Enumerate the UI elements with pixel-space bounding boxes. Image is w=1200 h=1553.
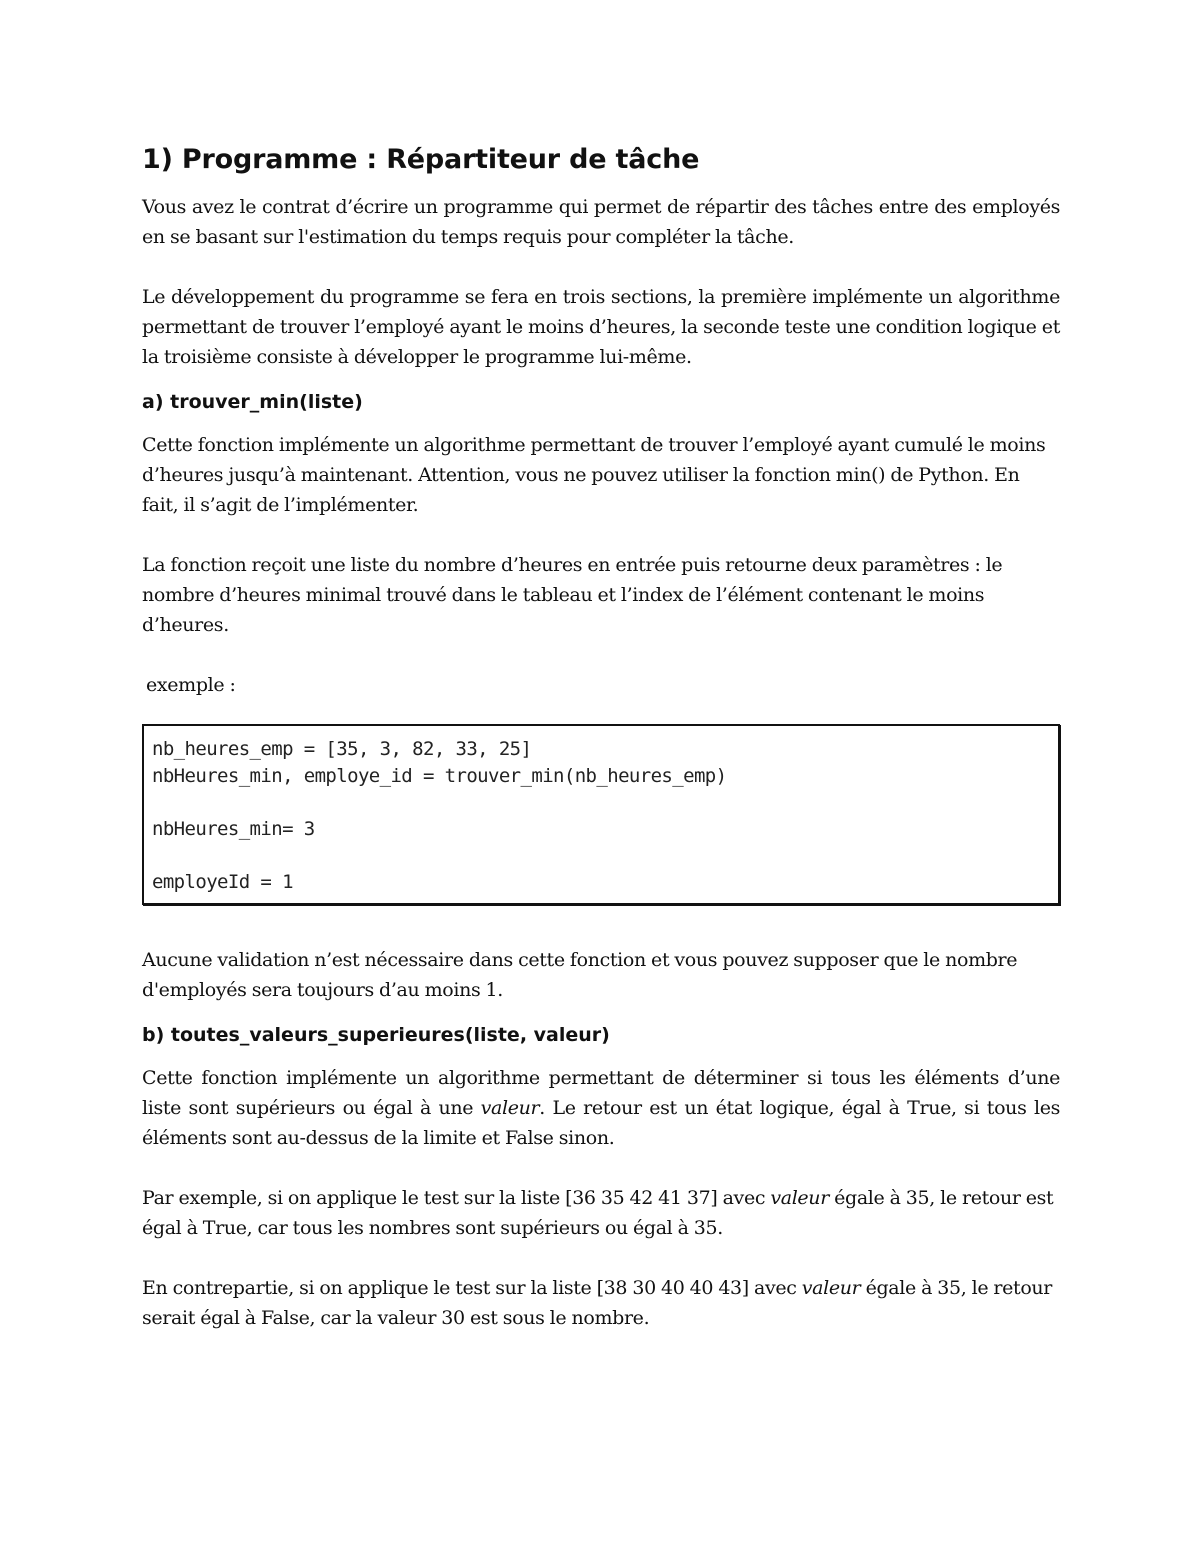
part-b-title: b) toutes_valeurs_superieures(liste, valeur) (142, 1024, 610, 1046)
code-line: nbHeures_min, employe_id = trouver_min(nb_heures_emp) (152, 764, 727, 787)
text-run: égale à 35, le retour est égal à True, car tous les nombres sont supérieurs ou égal à 35. (142, 1187, 1054, 1239)
intro-paragraph-1: Vous avez le contrat d’écrire un programme qui permet de répartir des tâches entre des employés en se basant sur l'estimation du temps requis pour compléter la tâche. (142, 196, 1060, 248)
text-run: égale à 35, le retour serait égal à False, car la valeur 30 est sous le nombre. (142, 1277, 1053, 1329)
document-content (142, 140, 1060, 1363)
part-a-paragraph-3: Aucune validation n’est nécessaire dans cette fonction et vous pouvez supposer que le nombre d'employés sera toujours d’au moins 1. (142, 949, 1018, 1001)
part-a-paragraph-2: La fonction reçoit une liste du nombre d’heures en entrée puis retourne deux paramètres : le nombre d’heures minimal trouvé dans le tableau et l’index de l’élément contenant le moins d’heures. (142, 554, 1003, 636)
italic-term: valeur (480, 1097, 540, 1119)
code-blank-line (152, 789, 1050, 816)
part-a-paragraph-1: Cette fonction implémente un algorithme permettant de trouver l’employé ayant cumulé le moins d’heures jusqu’à maintenant. Attention, vous ne pouvez utiliser la fonction min() de Python. En fait, il s’agit de l’implémenter. (142, 434, 1046, 516)
section-title: 1) Programme : Répartiteur de tâche (142, 144, 700, 175)
part-b-paragraph-1 (142, 1063, 1060, 1153)
text-run: En contrepartie, si on applique le test sur la liste [38 30 40 40 43] avec (142, 1277, 802, 1299)
part-a-title: a) trouver_min(liste) (142, 391, 363, 413)
italic-term: valeur (770, 1187, 829, 1209)
code-line: employeId = 1 (152, 870, 293, 893)
code-line: nbHeures_min= 3 (152, 817, 315, 840)
code-example-box (142, 724, 1060, 905)
text-run: Par exemple, si on applique le test sur la liste [36 35 42 41 37] avec (142, 1187, 771, 1209)
italic-term: valeur (801, 1277, 861, 1299)
intro-paragraph-2: Le développement du programme se fera en trois sections, la première implémente un algorithme permettant de trouver l’employé ayant le moins d’heures, la seconde teste une condition logique et la troisième consiste à développer le programme lui-même. (142, 286, 1060, 368)
code-blank-line (152, 842, 1050, 869)
code-line: nb_heures_emp = [35, 3, 82, 33, 25] (152, 738, 532, 760)
part-b-paragraph-3 (142, 1273, 1060, 1333)
text-run: Cette fonction implémente un algorithme permettant de déterminer si tous les éléments d’une liste sont supérieurs ou égal à une (142, 1067, 1060, 1119)
text-run: . Le retour est un état logique, égal à True, si tous les éléments sont au-dessus de la limite et False sinon. (142, 1097, 1060, 1149)
example-label: exemple : (146, 674, 236, 696)
part-b-paragraph-2 (142, 1183, 1060, 1243)
